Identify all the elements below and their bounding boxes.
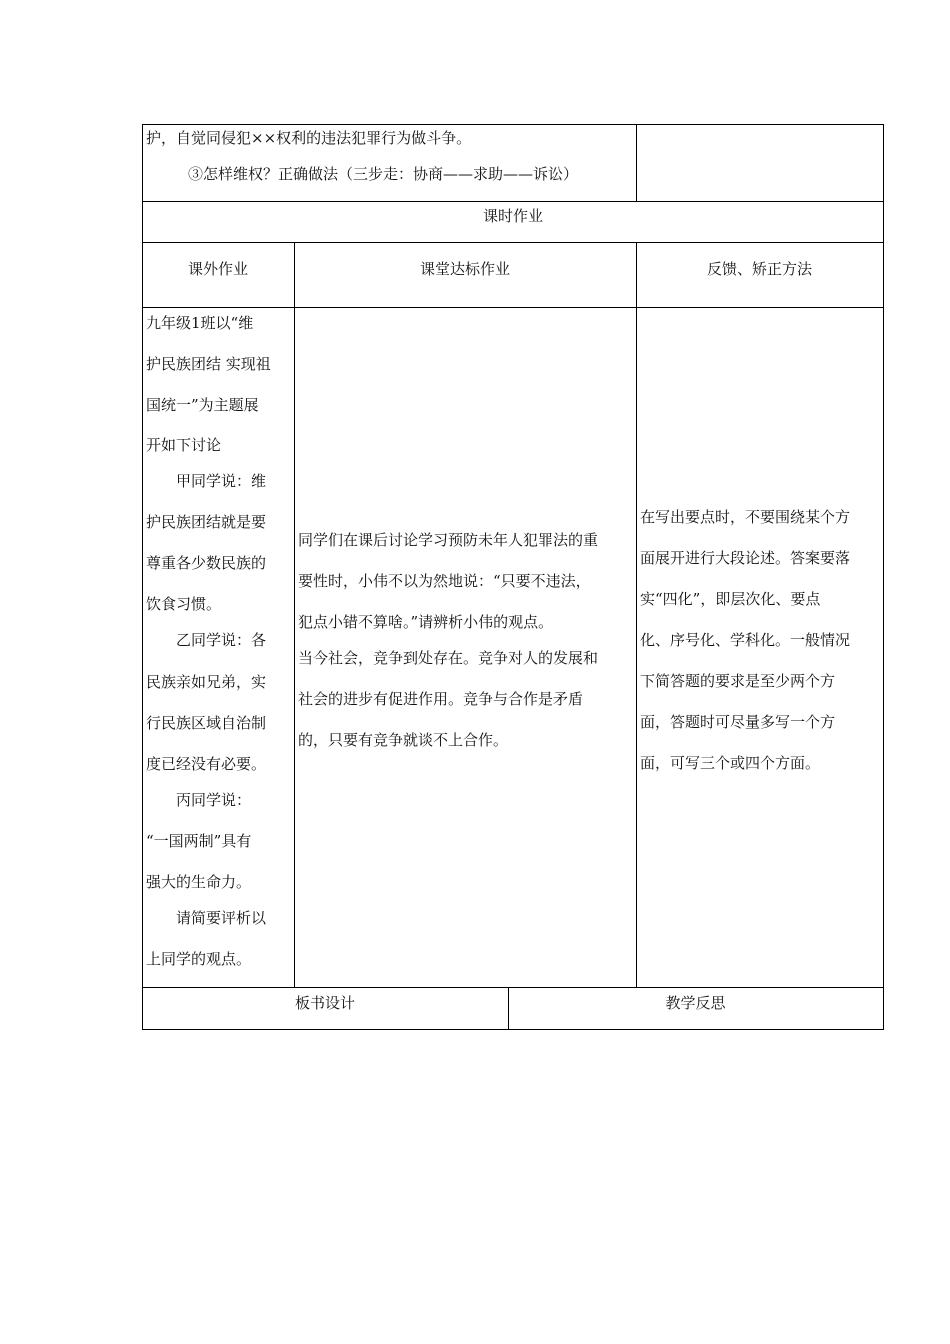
text-line: 同学们在课后讨论学习预防未年人犯罪法的重 xyxy=(298,531,599,549)
row-divider xyxy=(142,307,884,308)
header-feedback: 反馈、矫正方法 xyxy=(706,260,812,278)
footer-teaching-reflection: 教学反思 xyxy=(665,994,726,1012)
text-line: 护民族团结 实现祖 xyxy=(146,355,271,373)
text-line: 国统一”为主题展 xyxy=(146,396,259,414)
text-line: 甲同学说：维 xyxy=(146,472,267,490)
text-line: 护民族团结就是要 xyxy=(146,513,267,531)
text-line: 下简答题的要求是至少两个方 xyxy=(640,672,836,690)
text-line: 当今社会，竞争到处存在。竞争对人的发展和 xyxy=(298,649,599,667)
text-line: 化、序号化、学科化。一般情况 xyxy=(640,631,851,649)
text-line: “一国两制”具有 xyxy=(146,832,252,850)
header-extracurricular: 课外作业 xyxy=(187,260,248,278)
text-line: 面，可写三个或四个方面。 xyxy=(640,754,821,772)
text-line: 民族亲如兄弟，实 xyxy=(146,673,267,691)
col-divider xyxy=(636,242,637,988)
row-divider xyxy=(142,242,884,243)
header-classroom: 课堂达标作业 xyxy=(419,260,510,278)
row-divider xyxy=(142,201,884,202)
table-border-top xyxy=(142,124,884,125)
text-line: 强大的生命力。 xyxy=(146,873,252,891)
text-line: 上同学的观点。 xyxy=(146,950,252,968)
footer-board-design: 板书设计 xyxy=(294,994,355,1012)
table-border-right xyxy=(883,124,884,1030)
lesson-plan-table xyxy=(142,124,884,1030)
top-row-line-2: ③怎样维权？正确做法（三步走：协商——求助——诉讼） xyxy=(188,165,579,183)
classroom-text xyxy=(298,530,634,770)
table-border-bottom xyxy=(142,1029,884,1030)
text-line: 社会的进步有促进作用。竞争与合作是矛盾 xyxy=(298,690,584,708)
text-line: 面，答题时可尽量多写一个方 xyxy=(640,713,836,731)
extracurricular-text xyxy=(146,313,292,983)
col-divider xyxy=(294,242,295,988)
text-line: 饮食习惯。 xyxy=(146,595,222,613)
row-divider xyxy=(142,987,884,988)
text-line: 的，只要有竞争就谈不上合作。 xyxy=(298,731,509,749)
text-line: 乙同学说：各 xyxy=(146,631,267,649)
text-line: 实“四化”，即层次化、要点 xyxy=(640,590,821,608)
top-row-line-1: 护，自觉同侵犯××权利的违法犯罪行为做斗争。 xyxy=(146,129,472,147)
text-line: 面展开进行大段论述。答案要落 xyxy=(640,549,851,567)
text-line: 在写出要点时，不要围绕某个方 xyxy=(640,508,851,526)
text-line: 犯点小错不算啥。”请辨析小伟的观点。 xyxy=(298,613,554,631)
feedback-text xyxy=(640,507,880,777)
section-title: 课时作业 xyxy=(482,207,543,225)
text-line: 九年级1班以“维 xyxy=(146,314,254,332)
text-line: 开如下讨论 xyxy=(146,436,222,454)
text-line: 请简要评析以 xyxy=(146,909,267,927)
text-line: 度已经没有必要。 xyxy=(146,755,267,773)
col-divider xyxy=(636,124,637,202)
text-line: 要性时，小伟不以为然地说：“只要不违法， xyxy=(298,572,591,590)
text-line: 行民族区域自治制 xyxy=(146,714,267,732)
text-line: 丙同学说： xyxy=(146,791,252,809)
text-line: 尊重各少数民族的 xyxy=(146,554,267,572)
